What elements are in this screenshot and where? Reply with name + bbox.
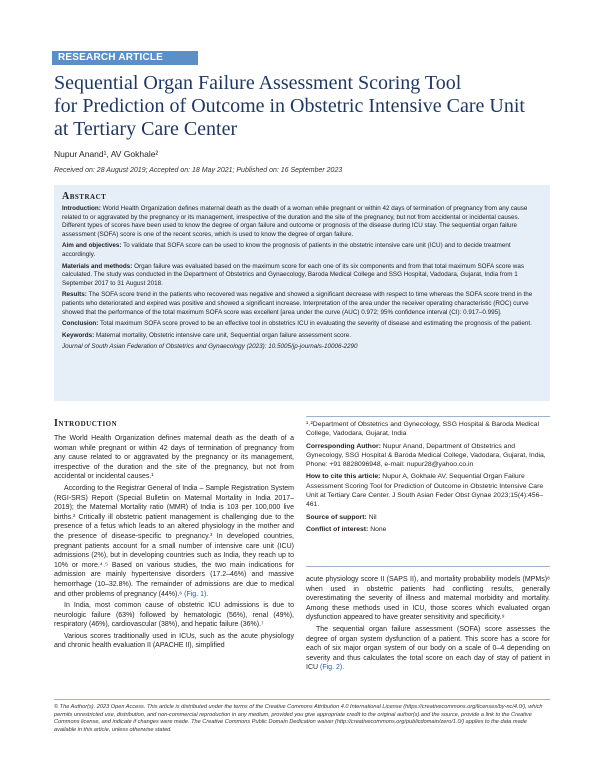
- abstract-box: [54, 185, 550, 401]
- field-value: Nupur Anand, Department of Obstetrics and Gynecology, SSG Hospital & Baroda Medical College, Vadodara, Gujarat, India, Phone: +91 8828096948, e-mail: nupur28@yahoo.co.in: [306, 442, 546, 469]
- citation-text: Journal of South Asian Federation of Obstetrics and Gynaecology (2023): 10.5005/jp-journals-10006-2290: [62, 343, 358, 351]
- abstract-aim: [62, 242, 544, 259]
- abstract-results: [62, 291, 544, 317]
- source-of-support: [306, 513, 550, 522]
- journal-citation: [62, 343, 544, 352]
- affiliation-top-rule: [306, 416, 550, 417]
- affiliation-department: ¹˒²Department of Obstetrics and Gynecology, SSG Hospital & Baroda Medical College, Vadodara, Gujarat, India: [306, 421, 539, 438]
- footer-rule: [54, 699, 550, 700]
- license-footer: © The Author(s). 2023 Open Access. This article is distributed under the terms of the Creative Commons Attribution 4.0 International License (https://creativecommons.org/licenses/by-nc/4.0/), which permits unrestricted use, distribution, and non-commercial reproduction in any medium, provided you give appropriate credit to the original author(s) and the source, provide a link to the Creative Commons license, and indicate if changes were made. The Creative Commons Public Domain Dedication waiver (http://creativecommons.org/publicdomain/zero/1.0/) applies to the data made available in this article, unless otherwise stated.: [54, 704, 543, 733]
- abstract-label: Introduction:: [62, 205, 101, 212]
- abstract-methods: [62, 263, 544, 289]
- abstract-text: Maternal mortality, Obstetric intensive care unit, Sequential organ failure assessment score.: [95, 331, 351, 339]
- intro-paragraph: In India, most common cause of obstetric ICU admissions is due to neurologic failure (63%) followed by hematologic (56%), renal (49%), respiratory (46%), cardiovascular (38%), and hepatic failure (36%).⁷: [54, 602, 294, 629]
- affiliation-bottom-rule: [306, 566, 550, 567]
- affiliation-box: [306, 420, 550, 537]
- abstract-label: Keywords:: [62, 331, 95, 339]
- paragraph-text: The sequential organ failure assessment (SOFA) score assesses the degree of organ system dysfunction of a patient. This score has a score for each of six major organ system of our body on a scale of 0–4 depending on severity and thus calculates the total score on each day of stay of patient in ICU: [306, 625, 550, 672]
- publication-dates: Received on: 28 August 2019; Accepted on: 18 May 2021; Published on: 16 September 2023: [54, 167, 343, 174]
- abstract-text: The SOFA score trend in the patients who recovered was negative and showed a significant decrease with respect to time whereas the SOFA score trend in the patients who deteriorated and expired was positive and showed a significant increase. Interpretation of the area under the receiver operating characteristic (ROC) curve showed that the performance of the total maximum SOFA score was excellent [area under the curve (AUC) 0.972; 95% confidence interval (CI): 0.917–0.995].: [62, 291, 533, 316]
- title-line: at Tertiary Care Center: [54, 118, 238, 140]
- body-paragraph: [306, 625, 550, 673]
- abstract-heading: Abstract: [62, 191, 107, 202]
- abstract-conclusion: [62, 320, 544, 329]
- abstract-label: Results:: [62, 291, 87, 299]
- intro-paragraph: Various scores traditionally used in ICUs, such as the acute physiology and chronic health evaluation II (APACHE II), simplified: [54, 632, 294, 650]
- article-title: [54, 72, 554, 141]
- title-line: for Prediction of Outcome in Obstetric Intensive Care Unit: [54, 95, 525, 117]
- how-to-cite: [306, 472, 550, 509]
- abstract-keywords: [62, 332, 544, 341]
- field-label: Corresponding Author:: [306, 442, 381, 450]
- abstract-label: Aim and objectives:: [62, 242, 122, 250]
- abstract-text: World Health Organization defines maternal death as the death of a woman while pregnant or within 42 days of termination of pregnancy from any cause related to or aggravated by the pregnancy or its management, irrespective of the duration and the site of the pregnancy, but not from accidental or incidental causes. Different types of scores have been used to know the degree of organ failure and outcome or prognosis of the disease during ICU stay. The sequential organ failure assessment (SOFA) score is one of the recent scores, which is used to know the degree of organ failure.: [62, 205, 528, 238]
- article-type-banner: RESEARCH ARTICLE: [52, 51, 198, 65]
- field-value: None: [370, 525, 387, 533]
- figure-link[interactable]: (Fig. 2).: [320, 664, 345, 672]
- abstract-label: Materials and methods:: [62, 262, 133, 270]
- title-line: Sequential Organ Failure Assessment Scoring Tool: [54, 72, 462, 94]
- figure-link[interactable]: (Fig. 1).: [184, 590, 209, 598]
- field-label: Conflict of interest:: [306, 525, 369, 533]
- field-value: Nupur A, Gokhale AV. Sequential Organ Failure Assessment Scoring Tool for Prediction of Outcome in Obstetric Intensive Care Unit at Tertiary Care Center. J South Asian Feder Obst Gynae 2023;15(4):456–461.: [306, 473, 544, 509]
- right-column: [306, 575, 550, 675]
- introduction-heading: Introduction: [54, 418, 118, 429]
- left-column: [54, 434, 294, 653]
- intro-paragraph: The World Health Organization defines maternal death as the death of a woman while pregnant or within 42 days of termination of pregnancy from any cause related to or aggravated by the pregnancy or its management, irrespective of the duration and the site of the pregnancy, but not from accidental or incidental causes.¹: [54, 435, 294, 481]
- abstract-text: To validate that SOFA score can be used to know the prognosis of patients in the obstetric intensive care unit (ICU) and to decide treatment accordingly.: [62, 242, 511, 258]
- intro-paragraph: [54, 484, 294, 599]
- conflict-of-interest: [306, 525, 550, 534]
- abstract-text: Total maximum SOFA score proved to be an effective tool in obstetrics ICU in evaluating the severity of disease and estimating the prognosis of the patient.: [100, 320, 532, 328]
- abstract-body: [62, 205, 544, 355]
- abstract-label: Conclusion:: [62, 320, 99, 328]
- abstract-introduction: [62, 205, 544, 239]
- field-label: How to cite this article:: [306, 473, 381, 481]
- field-value: Nil: [368, 513, 377, 521]
- body-paragraph: acute physiology score II (SAPS II), and mortality probability models (MPMs)⁸ when used in obstetric patients had conflicting results, generally overestimating the severity of illness and maternal morbidity and mortality. Among these methods used in ICU, those scores which evaluated organ dysfunction appeared to have greater sensitivity and specificity.⁹: [306, 576, 550, 622]
- corresponding-author: [306, 442, 550, 470]
- field-label: Source of support:: [306, 513, 367, 521]
- abstract-text: Organ failure was evaluated based on the maximum score for each one of its six components and from that total maximum SOFA score was calculated. The study was conducted in the Department of Obstetrics and Gynaecology, Baroda Medical College and SSG Hospital, Vadodara, Gujarat, India from 1 September 2017 to 31 August 2018.: [62, 262, 524, 287]
- paragraph-text: According to the Registrar General of India – Sample Registration System (RGI-SRS) Report (Special Bulletin on Maternal Mortality in India 2017–2019); the Maternal Mortality ratio (MMR) of India is 103 per 100,000 live births.² Critically ill obstetric patient management is challenging due to the presence of a fetus which leads to an altered physiology in the mother and the presence of disease-specific to pregnancy.³ In developed countries, pregnant patients account for a small number of intensive care unit (ICU) admissions (2%), but in developing countries such as India, they reach up to 10% or more.⁴˒⁵ Based on various studies, the two main indications for admission are mainly hypertensive disorders (17.2–46%) and massive hemorrhage (10–32.8%). The remainder of admissions are due to medical and other problems of pregnancy (44%).⁶: [54, 484, 294, 598]
- author-list: Nupur Anand¹, AV Gokhale²: [54, 149, 159, 159]
